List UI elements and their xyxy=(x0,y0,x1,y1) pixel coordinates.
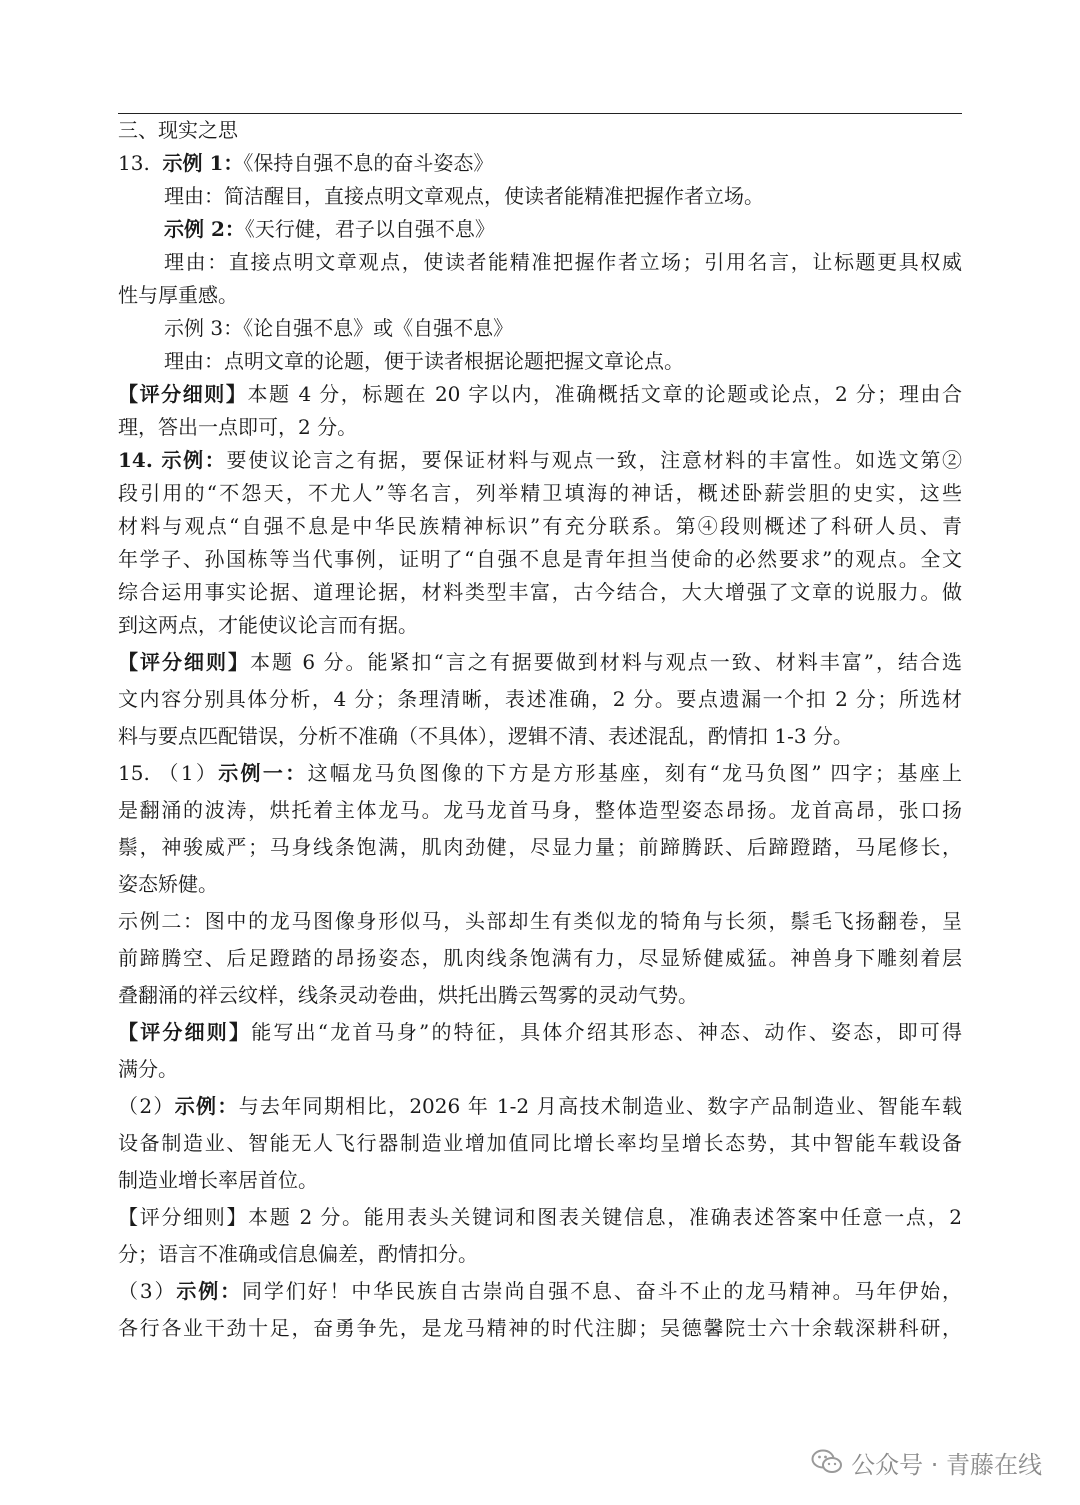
q15-line: 设备制造业、智能无人飞行器制造业增加值同比增长率均呈增长态势，其中智能车载设备 xyxy=(118,1131,962,1155)
rubric-label: 【评分细则】 xyxy=(118,382,248,406)
q14-line: 材料与观点“自强不息是中华民族精神标识”有充分联系。第④段则概述了科研人员、青 xyxy=(118,514,962,538)
q15-line: 是翻涌的波涛，烘托着主体龙马。龙马龙首马身，整体造型姿态昂扬。龙首高昂，张口扬 xyxy=(118,798,962,822)
rubric-label: 【评分细则】 xyxy=(118,1020,252,1044)
example-label: 示例： xyxy=(174,1094,239,1118)
rubric-text: 本题 2 分。能用表头关键词和图表关键信息，准确表述答案中任意一点，2 xyxy=(248,1205,962,1229)
q14-line: 到这两点，才能使议论言而有据。 xyxy=(118,613,418,637)
q15-line: 示例二：图中的龙马图像身形似马，头部却生有类似龙的犄角与长须，鬃毛飞扬翻卷，呈 xyxy=(118,909,962,933)
q15-line: 叠翻涌的祥云纹样，线条灵动卷曲，烘托出腾云驾雾的灵动气势。 xyxy=(118,983,698,1007)
q14-text: 要使议论言之有据，要保证材料与观点一致，注意材料的丰富性。如选文第② xyxy=(226,448,962,472)
example-text: 《天行健，君子以自强不息》 xyxy=(244,217,495,241)
q15-line: 制造业增长率居首位。 xyxy=(118,1168,318,1192)
q13-reason-2-line: 理由：直接点明文章观点，使读者能精准把握作者立场；引用名言，让标题更具权威 xyxy=(164,250,962,274)
example-label: 示例 1： xyxy=(162,151,244,175)
q13-reason-3: 理由：点明文章的论题，便于读者根据论题把握文章论点。 xyxy=(164,349,684,373)
q15-text: 同学们好！中华民族自古崇尚自强不息、奋斗不止的龙马精神。马年伊始， xyxy=(242,1279,962,1303)
q13-example-3: 示例 3：《论自强不息》或《自强不息》 xyxy=(164,316,514,340)
rubric-text: 本题 4 分，标题在 20 字以内，准确概括文章的论题或论点，2 分；理由合 xyxy=(247,382,962,406)
q15-line: 姿态矫健。 xyxy=(118,872,218,896)
q14-line xyxy=(118,446,962,474)
wechat-icon xyxy=(811,1448,843,1476)
question-number: 13. xyxy=(118,151,150,175)
q14-line: 综合运用事实论据、道理论据，材料类型丰富，古今结合，大大增强了文章的说服力。做 xyxy=(118,580,962,604)
rubric-label: 【评分细则】 xyxy=(118,650,251,674)
q15-text: 这幅龙马负图像的下方是方形基座，刻有“龙马负图” 四字；基座上 xyxy=(307,761,962,785)
q13-example-1 xyxy=(118,149,962,177)
document-page xyxy=(118,116,962,1342)
q15-rubric-line: 满分。 xyxy=(118,1057,178,1081)
q15-line: 鬃，神骏威严；马身线条饱满，肌肉劲健，尽显力量；前蹄腾跃、后蹄蹬踏，马尾修长， xyxy=(118,835,962,859)
q14-rubric-line xyxy=(118,648,962,676)
q13-reason-2-line: 性与厚重感。 xyxy=(118,283,238,307)
section-title: 三、现实之思 xyxy=(118,118,238,142)
q15-text: 与去年同期相比，2026 年 1-2 月高技术制造业、数字产品制造业、智能车载 xyxy=(238,1094,962,1118)
q15-line: 各行各业干劲十足，奋勇争先，是龙马精神的时代注脚；吴德馨院士六十余载深耕科研， xyxy=(118,1316,962,1340)
rubric-text: 本题 6 分。能紧扣“言之有据要做到材料与观点一致、材料丰富”，结合选 xyxy=(250,650,962,674)
q15-line xyxy=(118,1092,962,1120)
q15-line: 前蹄腾空、后足蹬踏的昂扬姿态，肌肉线条饱满有力，尽显矫健威猛。神兽身下雕刻着层 xyxy=(118,946,962,970)
question-number: 15. （1） xyxy=(118,761,219,785)
q14-line: 段引用的“不怨天，不尤人”等名言，列举精卫填海的神话，概述卧薪尝胆的史实，这些 xyxy=(118,481,962,505)
q15-rubric-line xyxy=(118,1203,962,1231)
rubric-label: 【评分细则】 xyxy=(118,1205,249,1229)
q14-rubric-line: 料与要点匹配错误，分析不准确（不具体），逻辑不清、表述混乱，酌情扣 1-3 分。 xyxy=(118,724,853,748)
q15-line xyxy=(118,759,962,787)
part-number: （2） xyxy=(118,1094,175,1118)
q14-rubric-line: 文内容分别具体分析，4 分；条理清晰，表述准确，2 分。要点遗漏一个扣 2 分；所选材 xyxy=(118,687,962,711)
q14-line: 年学子、孙国栋等当代事例，证明了“自强不息是青年担当使命的必然要求”的观点。全文 xyxy=(118,547,962,571)
q13-rubric-line: 理，答出一点即可，2 分。 xyxy=(118,415,358,439)
example-text: 《保持自强不息的奋斗姿态》 xyxy=(243,151,494,175)
q13-example-2 xyxy=(118,215,962,243)
q15-rubric-line xyxy=(118,1018,962,1046)
header-rule xyxy=(118,113,962,114)
question-label: 14. 示例： xyxy=(118,448,227,472)
q13-rubric-line xyxy=(118,380,962,408)
example-label: 示例 2： xyxy=(164,217,245,241)
example-label: 示例一： xyxy=(218,761,308,785)
rubric-text: 能写出“龙首马身”的特征，具体介绍其形态、神态、动作、姿态，即可得 xyxy=(251,1020,962,1044)
q13-reason-1: 理由：简洁醒目，直接点明文章观点，使读者能精准把握作者立场。 xyxy=(164,184,764,208)
wechat-watermark xyxy=(811,1444,1042,1480)
part-number: （3） xyxy=(118,1279,177,1303)
watermark-text: 公众号 · 青藤在线 xyxy=(851,1450,1042,1479)
q15-line xyxy=(118,1277,962,1305)
q15-rubric-line: 分；语言不准确或信息偏差，酌情扣分。 xyxy=(118,1242,478,1266)
example-label: 示例： xyxy=(176,1279,242,1303)
